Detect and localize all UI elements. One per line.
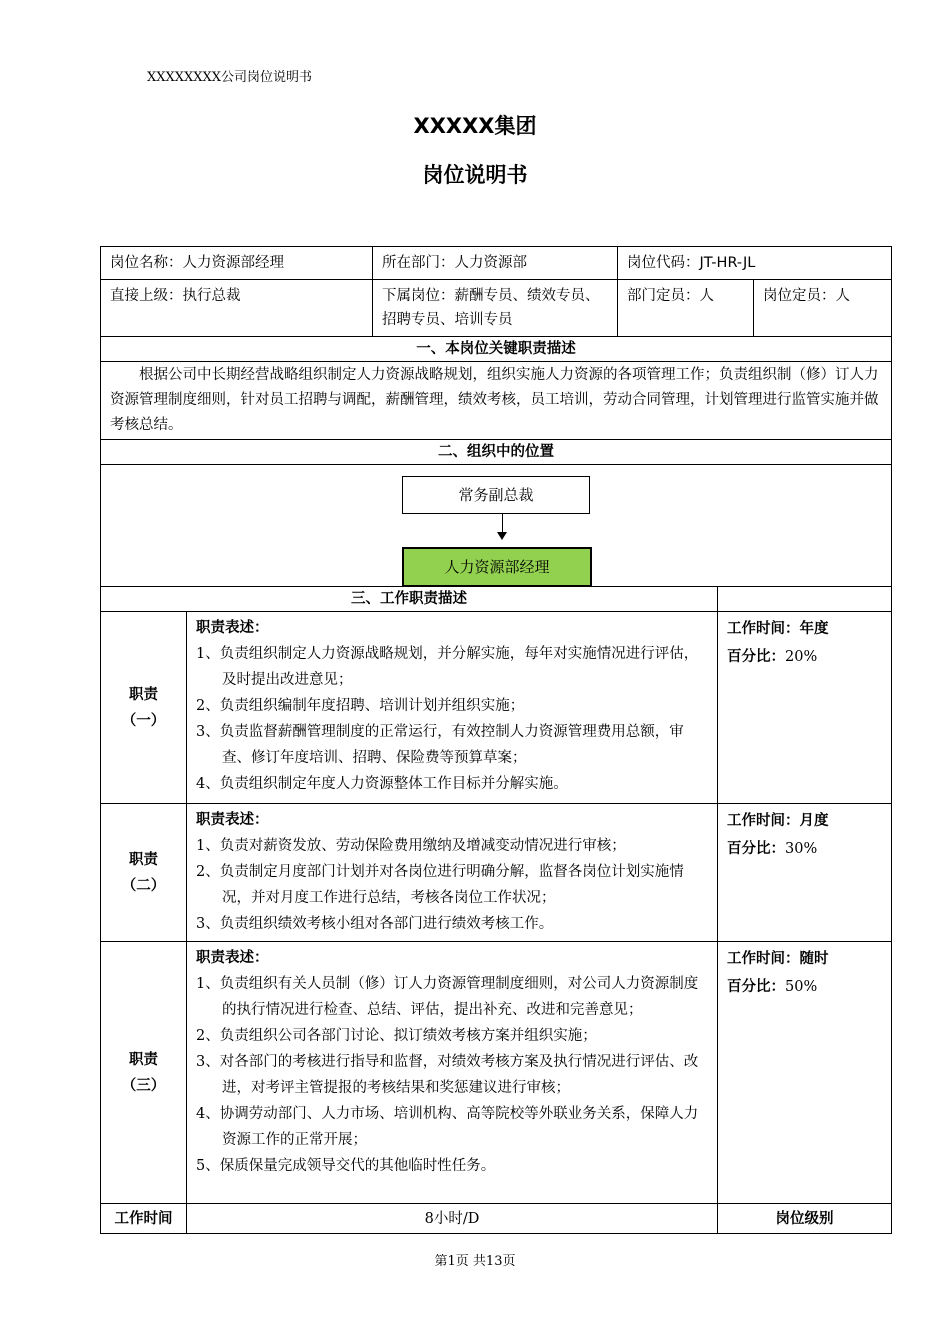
duty-3-percent-label: 百分比： — [727, 979, 785, 995]
post-headcount-cell: 岗位定员：人 — [754, 280, 892, 337]
duty-3-item: 2、负责组织公司各部门讨论、拟订绩效考核方案并组织实施； — [196, 1028, 597, 1044]
duty-2-description — [187, 804, 718, 942]
position-level-label: 岗位级别 — [718, 1204, 892, 1234]
duty-3-label-line1: 职责 — [129, 1051, 158, 1068]
duty-3-time-label: 工作时间：随时 — [727, 951, 829, 967]
duty-3-item: 3、对各部门的考核进行指导和监督，对绩效考核方案及执行情况进行评估、改进，对考评主管提报的考核结果和奖惩建议进行审核； — [196, 1054, 699, 1096]
org-box-vice-president: 常务副总裁 — [402, 476, 590, 514]
duty-3-time — [718, 942, 892, 1204]
duty-3-label — [101, 942, 187, 1204]
document-title-company: XXXXX集团 — [413, 114, 537, 138]
section3-heading-blank — [718, 587, 892, 612]
position-code-cell: 岗位代码：JT-HR-JL — [618, 247, 892, 280]
section1-summary: 根据公司中长期经营战略组织制定人力资源战略规划，组织实施人力资源的各项管理工作；负责组织制（修）订人力资源管理制度细则，针对员工招聘与调配，薪酬管理，绩效考核，员工培训，劳动合同管理，计划管理进行监管实施并做考核总结。 — [101, 362, 892, 440]
duty-3-item: 4、协调劳动部门、人力市场、培训机构、高等院校等外联业务关系，保障人力资源工作的正常开展； — [196, 1106, 699, 1148]
duty-1-percent-label: 百分比： — [727, 649, 785, 665]
duty-3-percent-value: 50% — [785, 979, 818, 995]
duty-1-time — [718, 612, 892, 804]
duty-2-item: 3、负责组织绩效考核小组对各部门进行绩效考核工作。 — [196, 916, 554, 932]
duty-2-percent-value: 30% — [785, 841, 818, 857]
section1-heading: 一、本岗位关键职责描述 — [101, 337, 892, 362]
org-arrow-down-icon — [497, 532, 507, 540]
duty-1-description — [187, 612, 718, 804]
work-time-value: 8小时/D — [187, 1204, 718, 1234]
duty-2-time-label: 工作时间：月度 — [727, 813, 829, 829]
duty-3-item: 5、保质保量完成领导交代的其他临时性任务。 — [196, 1158, 496, 1174]
duty-1-item: 1、负责组织制定人力资源战略规划，并分解实施，每年对实施情况进行评估，及时提出改进意见； — [196, 646, 699, 688]
duty-3-item: 1、负责组织有关人员制（修）订人力资源管理制度细则，对公司人力资源制度的执行情况进行检查、总结、评估，提出补充、改进和完善意见； — [196, 976, 699, 1018]
org-connector-line — [502, 514, 503, 534]
section3-heading: 三、工作职责描述 — [101, 587, 718, 612]
dept-headcount-cell: 部门定员：人 — [618, 280, 754, 337]
section2-heading: 二、组织中的位置 — [101, 440, 892, 465]
position-name-cell: 岗位名称：人力资源部经理 — [101, 247, 373, 280]
duty-1-label — [101, 612, 187, 804]
org-chart — [101, 465, 892, 587]
document-title: 岗位说明书 — [422, 163, 528, 187]
duty-1-item: 4、负责组织制定年度人力资源整体工作目标并分解实施。 — [196, 776, 568, 792]
org-box-hr-manager: 人力资源部经理 — [402, 547, 592, 587]
subordinates-cell: 下属岗位：薪酬专员、绩效专员、招聘专员、培训专员 — [373, 280, 618, 337]
duty-1-percent-value: 20% — [785, 649, 818, 665]
duty-1-label-line2: （一） — [121, 712, 166, 729]
duty-1-desc-label: 职责表述： — [196, 620, 269, 636]
department-cell: 所在部门：人力资源部 — [373, 247, 618, 280]
duty-2-desc-label: 职责表述： — [196, 812, 269, 828]
page-footer: 第1页 共13页 — [434, 1254, 516, 1269]
duty-3-label-line2: （三） — [121, 1077, 166, 1094]
duty-3-description — [187, 942, 718, 1204]
duty-1-item: 3、负责监督薪酬管理制度的正常运行，有效控制人力资源管理费用总额，审查、修订年度培训、招聘、保险费等预算草案； — [196, 724, 684, 766]
duty-3-desc-label: 职责表述： — [196, 950, 269, 966]
duty-2-percent-label: 百分比： — [727, 841, 785, 857]
duty-2-label — [101, 804, 187, 942]
duty-1-time-label: 工作时间：年度 — [727, 621, 829, 637]
duty-2-item: 1、负责对薪资发放、劳动保险费用缴纳及增减变动情况进行审核； — [196, 838, 626, 854]
duty-1-label-line1: 职责 — [129, 686, 158, 703]
duty-2-item: 2、负责制定月度部门计划并对各岗位进行明确分解，监督各岗位计划实施情况，并对月度工作进行总结，考核各岗位工作状况； — [196, 864, 684, 906]
superior-cell: 直接上级：执行总裁 — [101, 280, 373, 337]
work-time-label: 工作时间 — [101, 1204, 187, 1234]
duty-2-time — [718, 804, 892, 942]
duty-2-label-line2: （二） — [121, 877, 166, 894]
duty-1-item: 2、负责组织编制年度招聘、培训计划并组织实施； — [196, 698, 525, 714]
job-description-table — [100, 246, 892, 1234]
document-header-note: XXXXXXXX公司岗位说明书 — [147, 70, 313, 85]
duty-2-label-line1: 职责 — [129, 851, 158, 868]
